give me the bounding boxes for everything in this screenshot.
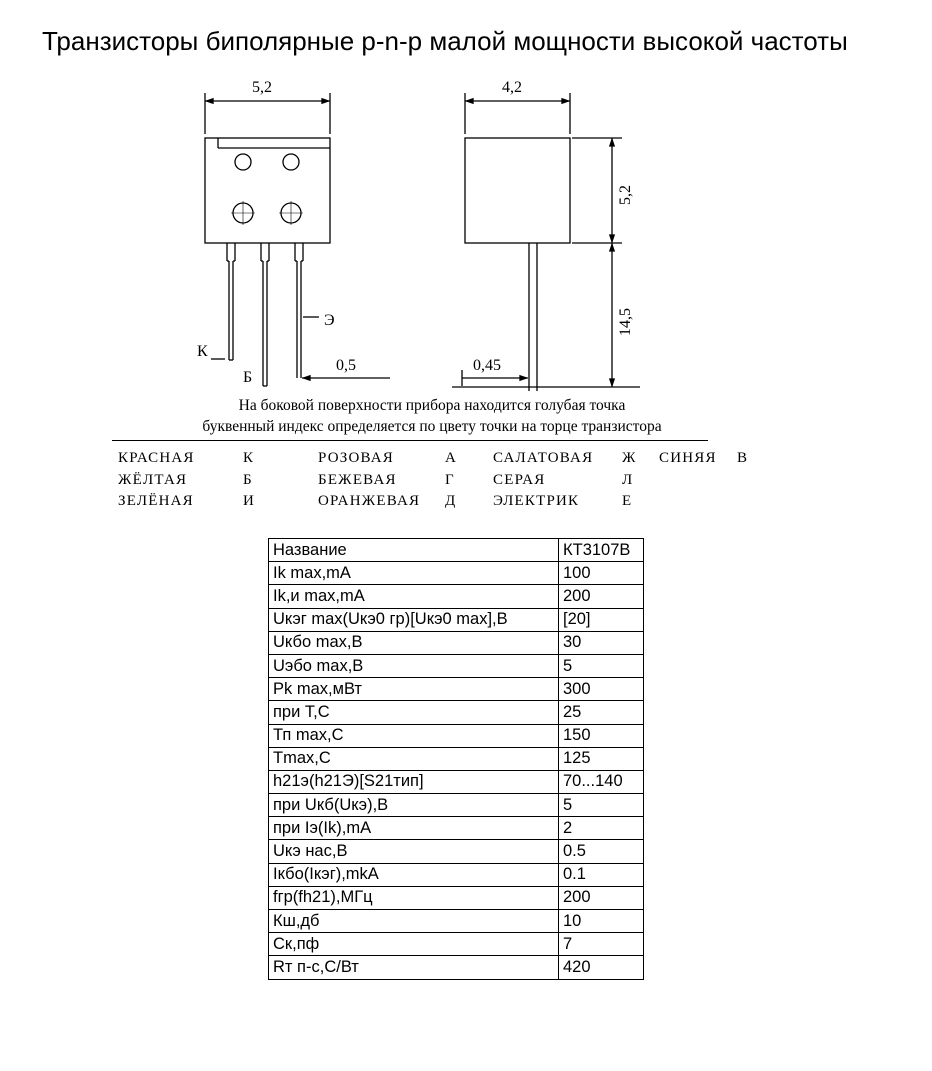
- table-row: [269, 770, 644, 793]
- note-line-2: буквенный индекс определяется по цвету точки на торце транзистора: [202, 418, 662, 435]
- table-row: [269, 794, 644, 817]
- color-name: ЗЕЛЁНАЯ: [118, 493, 194, 509]
- table-row: [269, 562, 644, 585]
- color-letter: А: [445, 450, 458, 466]
- param-name: Uкэг max(Uкэ0 гр)[Uкэ0 max],В: [269, 608, 559, 631]
- color-name: СИНЯЯ: [659, 450, 717, 466]
- pin-collector-label: К: [197, 343, 208, 360]
- param-value: 7: [559, 933, 644, 956]
- param-name: Тп max,С: [269, 724, 559, 747]
- table-row: [269, 886, 644, 909]
- color-letter: Б: [243, 471, 253, 488]
- param-value-header: КТ3107В: [559, 539, 644, 562]
- dim-front-width-label: 5,2: [252, 79, 272, 96]
- table-row: [269, 933, 644, 956]
- param-name: Ск,пф: [269, 933, 559, 956]
- color-name: КРАСНАЯ: [118, 450, 195, 466]
- table-row: [269, 585, 644, 608]
- package-drawings: [0, 68, 932, 403]
- table-row: [269, 817, 644, 840]
- color-letter: Ж: [622, 450, 637, 466]
- dim-side-width-label: 4,2: [502, 79, 522, 96]
- color-letter: К: [243, 450, 255, 466]
- param-value: 125: [559, 747, 644, 770]
- param-value: 30: [559, 631, 644, 654]
- param-value: 5: [559, 794, 644, 817]
- param-name: fгр(fh21),МГц: [269, 886, 559, 909]
- param-name: Iкбо(Iкэг),mkA: [269, 863, 559, 886]
- param-name: Uэбо max,В: [269, 654, 559, 677]
- param-value: 0.1: [559, 863, 644, 886]
- empty-cell: [737, 491, 777, 513]
- param-name: Uкэ нас,В: [269, 840, 559, 863]
- table-row: [269, 747, 644, 770]
- side-view-drawing: [452, 93, 640, 391]
- param-name: Rт п-с,С/Вт: [269, 956, 559, 979]
- table-row: [269, 724, 644, 747]
- empty-cell: [737, 470, 777, 492]
- param-value: 5: [559, 654, 644, 677]
- color-name: ЭЛЕКТРИК: [493, 493, 580, 509]
- dim-side-body-height-label: 5,2: [617, 185, 634, 205]
- table-row: [269, 608, 644, 631]
- empty-cell: [659, 470, 737, 492]
- color-dot-note: [112, 395, 708, 441]
- param-value: 2: [559, 817, 644, 840]
- param-name: при Uкб(Uкэ),В: [269, 794, 559, 817]
- pin-base-label: Б: [243, 369, 253, 386]
- param-name-header: Название: [269, 539, 559, 562]
- color-name: БЕЖЕВАЯ: [318, 471, 397, 488]
- table-row: [269, 840, 644, 863]
- param-name: при Iэ(Ik),mA: [269, 817, 559, 840]
- color-letter: Л: [622, 471, 634, 488]
- color-name: ОРАНЖЕВАЯ: [318, 493, 421, 509]
- page-title: Транзисторы биполярные p-n-p малой мощности высокой частоты: [42, 26, 848, 56]
- param-name: при Т,С: [269, 701, 559, 724]
- color-letter: И: [243, 493, 256, 509]
- param-value: 200: [559, 585, 644, 608]
- color-letter: Г: [445, 471, 455, 488]
- table-row: [269, 701, 644, 724]
- color-letter: В: [737, 450, 749, 466]
- color-name: ЖЁЛТАЯ: [118, 471, 188, 488]
- empty-cell: [659, 491, 737, 513]
- param-value: 100: [559, 562, 644, 585]
- parameters-table: [268, 538, 644, 980]
- param-value: 300: [559, 678, 644, 701]
- param-name: Ik,и max,mA: [269, 585, 559, 608]
- param-name: h21э(h21Э)[S21тип]: [269, 770, 559, 793]
- dim-front-lead-width-label: 0,5: [336, 357, 356, 374]
- param-name: Pk max,мВт: [269, 678, 559, 701]
- note-line-1: На боковой поверхности прибора находится голубая точка: [238, 397, 626, 414]
- param-value: 420: [559, 956, 644, 979]
- param-name: Ik max,mA: [269, 562, 559, 585]
- dim-side-lead-length-label: 14,5: [617, 308, 634, 336]
- param-value: 25: [559, 701, 644, 724]
- table-row: [269, 678, 644, 701]
- table-row: [269, 863, 644, 886]
- dim-side-lead-thickness-label: 0,45: [473, 357, 501, 374]
- table-header-row: [269, 539, 644, 562]
- param-value: 70...140: [559, 770, 644, 793]
- color-name: СЕРАЯ: [493, 471, 546, 488]
- table-row: [269, 956, 644, 979]
- color-name: САЛАТОВАЯ: [493, 450, 594, 466]
- pin-emitter-label: Э: [324, 312, 335, 329]
- param-name: Кш,дб: [269, 910, 559, 933]
- param-value: 0.5: [559, 840, 644, 863]
- front-view-drawing: [205, 93, 390, 386]
- param-value: 200: [559, 886, 644, 909]
- param-name: Uкбо max,В: [269, 631, 559, 654]
- param-value: 150: [559, 724, 644, 747]
- param-name: Tmax,С: [269, 747, 559, 770]
- color-name: РОЗОВАЯ: [318, 450, 395, 466]
- param-value: [20]: [559, 608, 644, 631]
- param-value: 10: [559, 910, 644, 933]
- table-row: [269, 631, 644, 654]
- table-row: [269, 910, 644, 933]
- color-code-table: [118, 448, 777, 513]
- color-letter: Д: [445, 493, 457, 509]
- color-letter: Е: [622, 493, 633, 509]
- table-row: [269, 654, 644, 677]
